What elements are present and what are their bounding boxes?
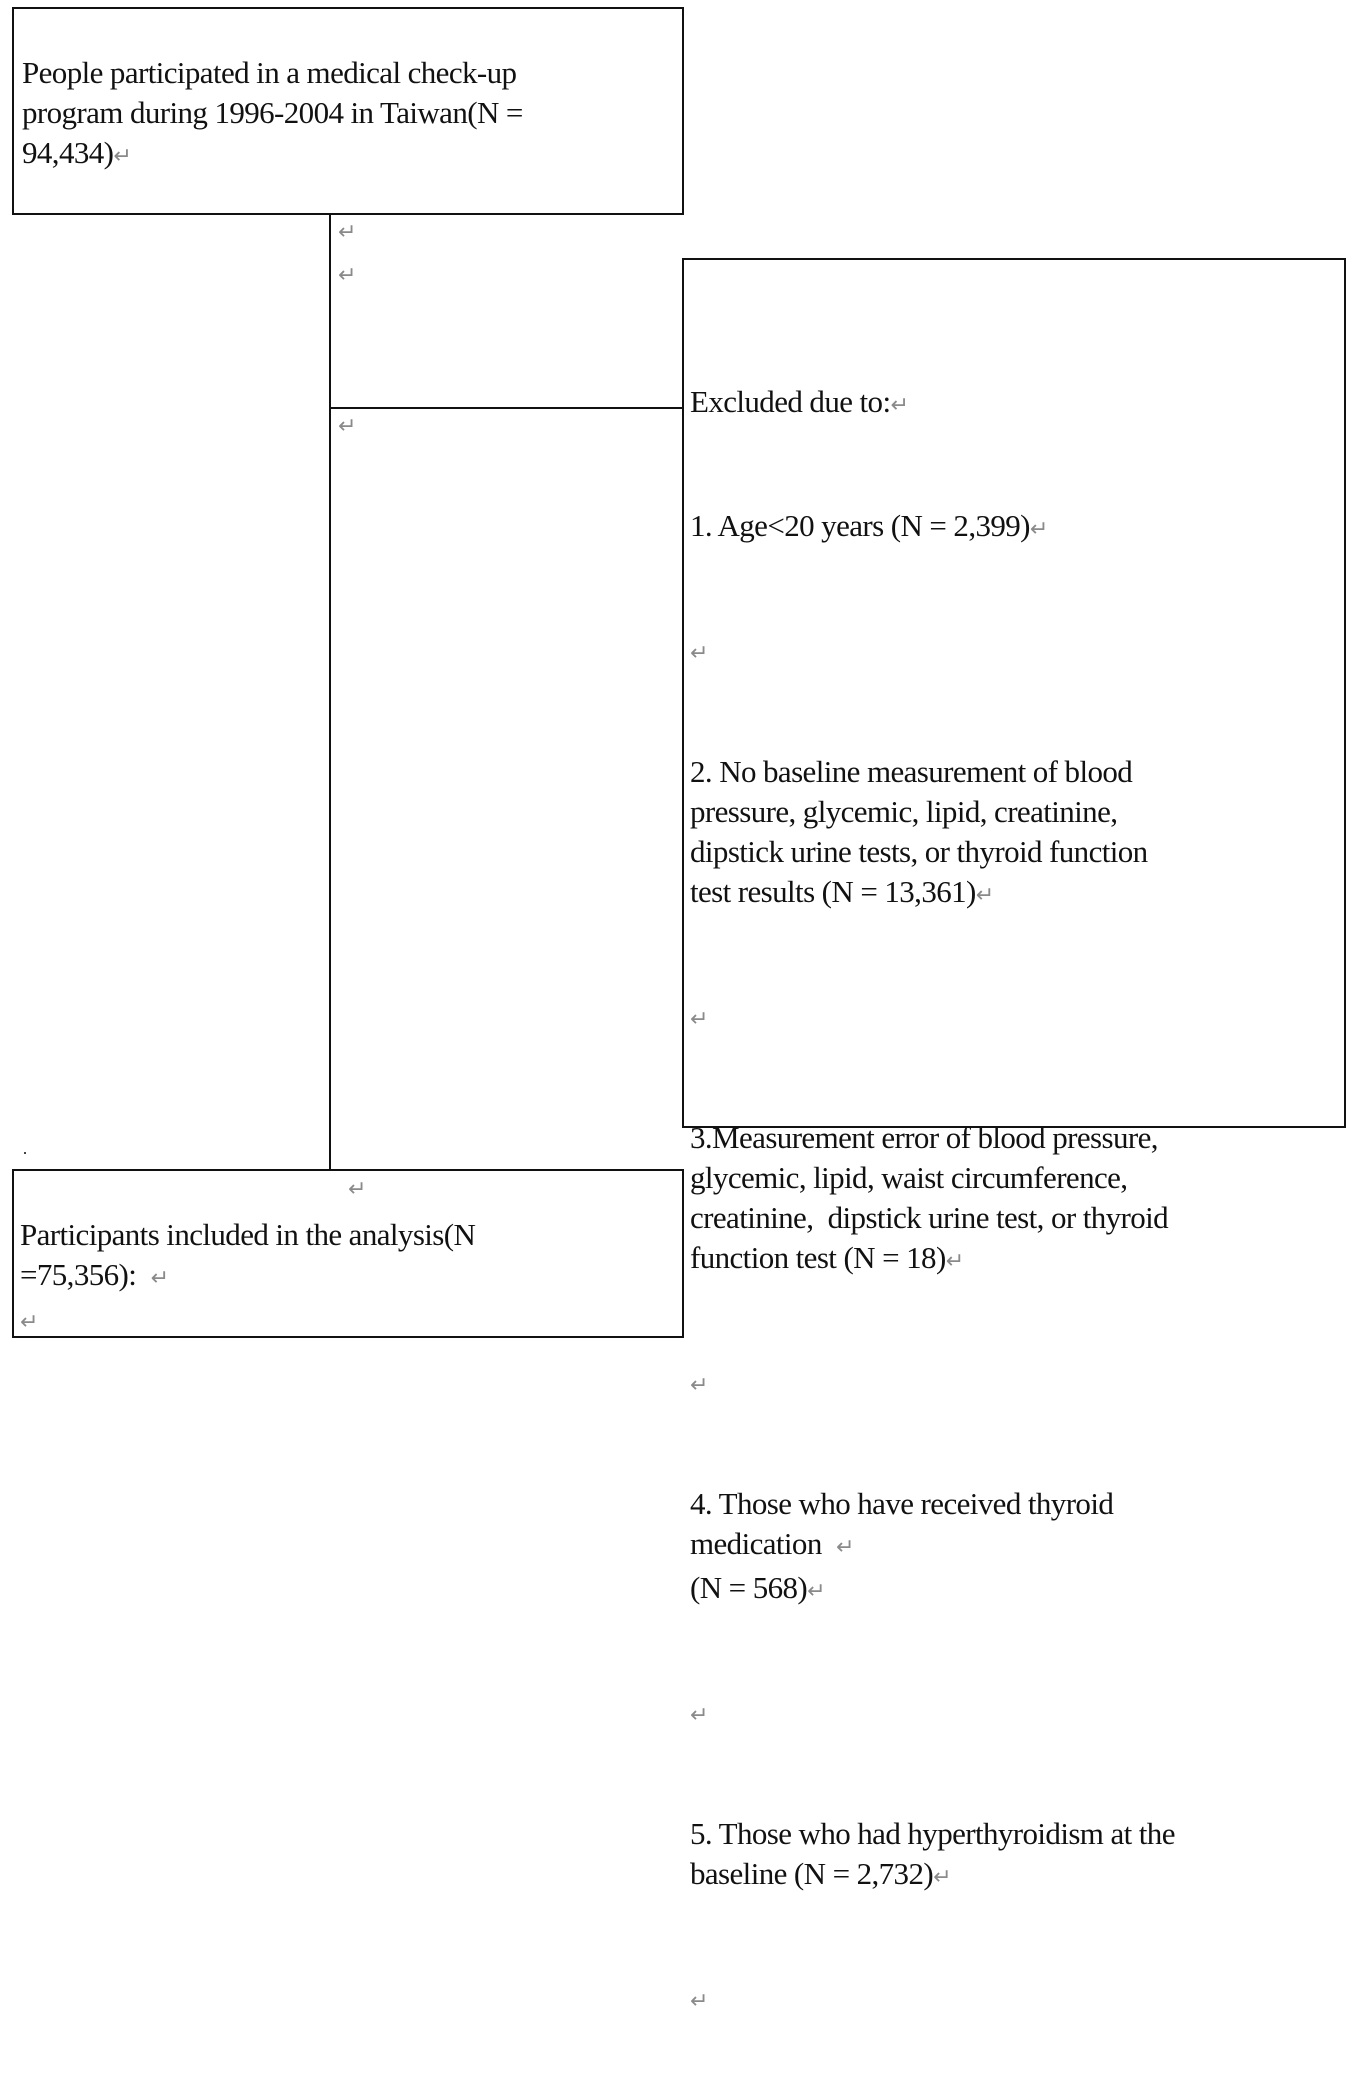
text-line: Participants included in the analysis(N	[20, 1217, 483, 1252]
paragraph-mark-icon: ↵	[690, 1373, 708, 1398]
exclusion-item-4	[690, 1484, 1330, 1612]
exclusion-item-2	[690, 752, 1330, 916]
paragraph-mark-icon: ↵	[338, 263, 357, 288]
analysis-population-box	[12, 1169, 684, 1338]
paragraph-mark-icon: ↵	[836, 1535, 854, 1560]
paragraph-mark-icon: ↵	[113, 144, 132, 169]
text-line: dipstick urine tests, or thyroid function	[690, 834, 1155, 869]
paragraph-mark-icon: ↵	[338, 414, 357, 439]
header-text: Excluded due to:	[690, 384, 891, 419]
paragraph-mark-icon: ↵	[348, 1177, 367, 1202]
text-line: =75,356):	[20, 1257, 151, 1292]
text-line: creatinine, dipstick urine test, or thyroid	[690, 1200, 1176, 1235]
paragraph-mark-icon: ↵	[807, 1579, 825, 1604]
analysis-population-text	[20, 1215, 670, 1343]
text-line: 94,434)	[22, 135, 114, 170]
text-line: 3.Measurement error of blood pressure,	[690, 1120, 1166, 1155]
paragraph-mark-icon: ↵	[150, 1266, 169, 1291]
connector-horizontal	[329, 407, 683, 409]
text-line: 4. Those who have received thyroid	[690, 1486, 1121, 1521]
paragraph-mark-icon: ↵	[20, 1310, 38, 1335]
text-line: program during 1996-2004 in Taiwan(N =	[22, 95, 530, 130]
text-line: glycemic, lipid, waist circumference,	[690, 1160, 1135, 1195]
exclusion-box	[682, 258, 1346, 2014]
text-line: test results (N = 13,361)	[690, 874, 976, 909]
text-line: medication	[690, 1526, 837, 1561]
text-line: People participated in a medical check-up	[22, 55, 524, 90]
text-line: 1. Age<20 years (N = 2,399)	[690, 508, 1030, 543]
paragraph-mark-icon: ↵	[690, 1007, 708, 1032]
connector-vertical	[329, 215, 331, 1169]
paragraph-mark-icon: ↵	[690, 1989, 708, 2014]
exclusion-item-1	[690, 506, 1330, 550]
exclusion-item-3	[690, 1118, 1330, 1282]
paragraph-mark-icon: ↵	[933, 1865, 951, 1890]
exclusion-header	[690, 382, 1330, 426]
text-line: baseline (N = 2,732)	[690, 1856, 934, 1891]
exclusion-item-5	[690, 1814, 1330, 1898]
text-line: 5. Those who had hyperthyroidism at the	[690, 1816, 1183, 1851]
text-line: (N = 568)	[690, 1570, 808, 1605]
source-population-text	[22, 53, 672, 177]
source-population-box	[12, 7, 684, 215]
paragraph-mark-icon: ↵	[975, 883, 994, 908]
paragraph-mark-icon: ↵	[690, 1703, 708, 1728]
paragraph-mark-icon: ↵	[338, 220, 357, 245]
stray-dot	[24, 1152, 26, 1154]
text-line: 2. No baseline measurement of blood	[690, 754, 1140, 789]
exclusion-content	[690, 302, 1330, 2100]
paragraph-mark-icon: ↵	[690, 641, 708, 666]
text-line: function test (N = 18)	[690, 1240, 946, 1275]
text-line: pressure, glycemic, lipid, creatinine,	[690, 794, 1125, 829]
paragraph-mark-icon: ↵	[1029, 517, 1048, 542]
paragraph-mark-icon: ↵	[890, 393, 909, 418]
paragraph-mark-icon: ↵	[945, 1249, 964, 1274]
